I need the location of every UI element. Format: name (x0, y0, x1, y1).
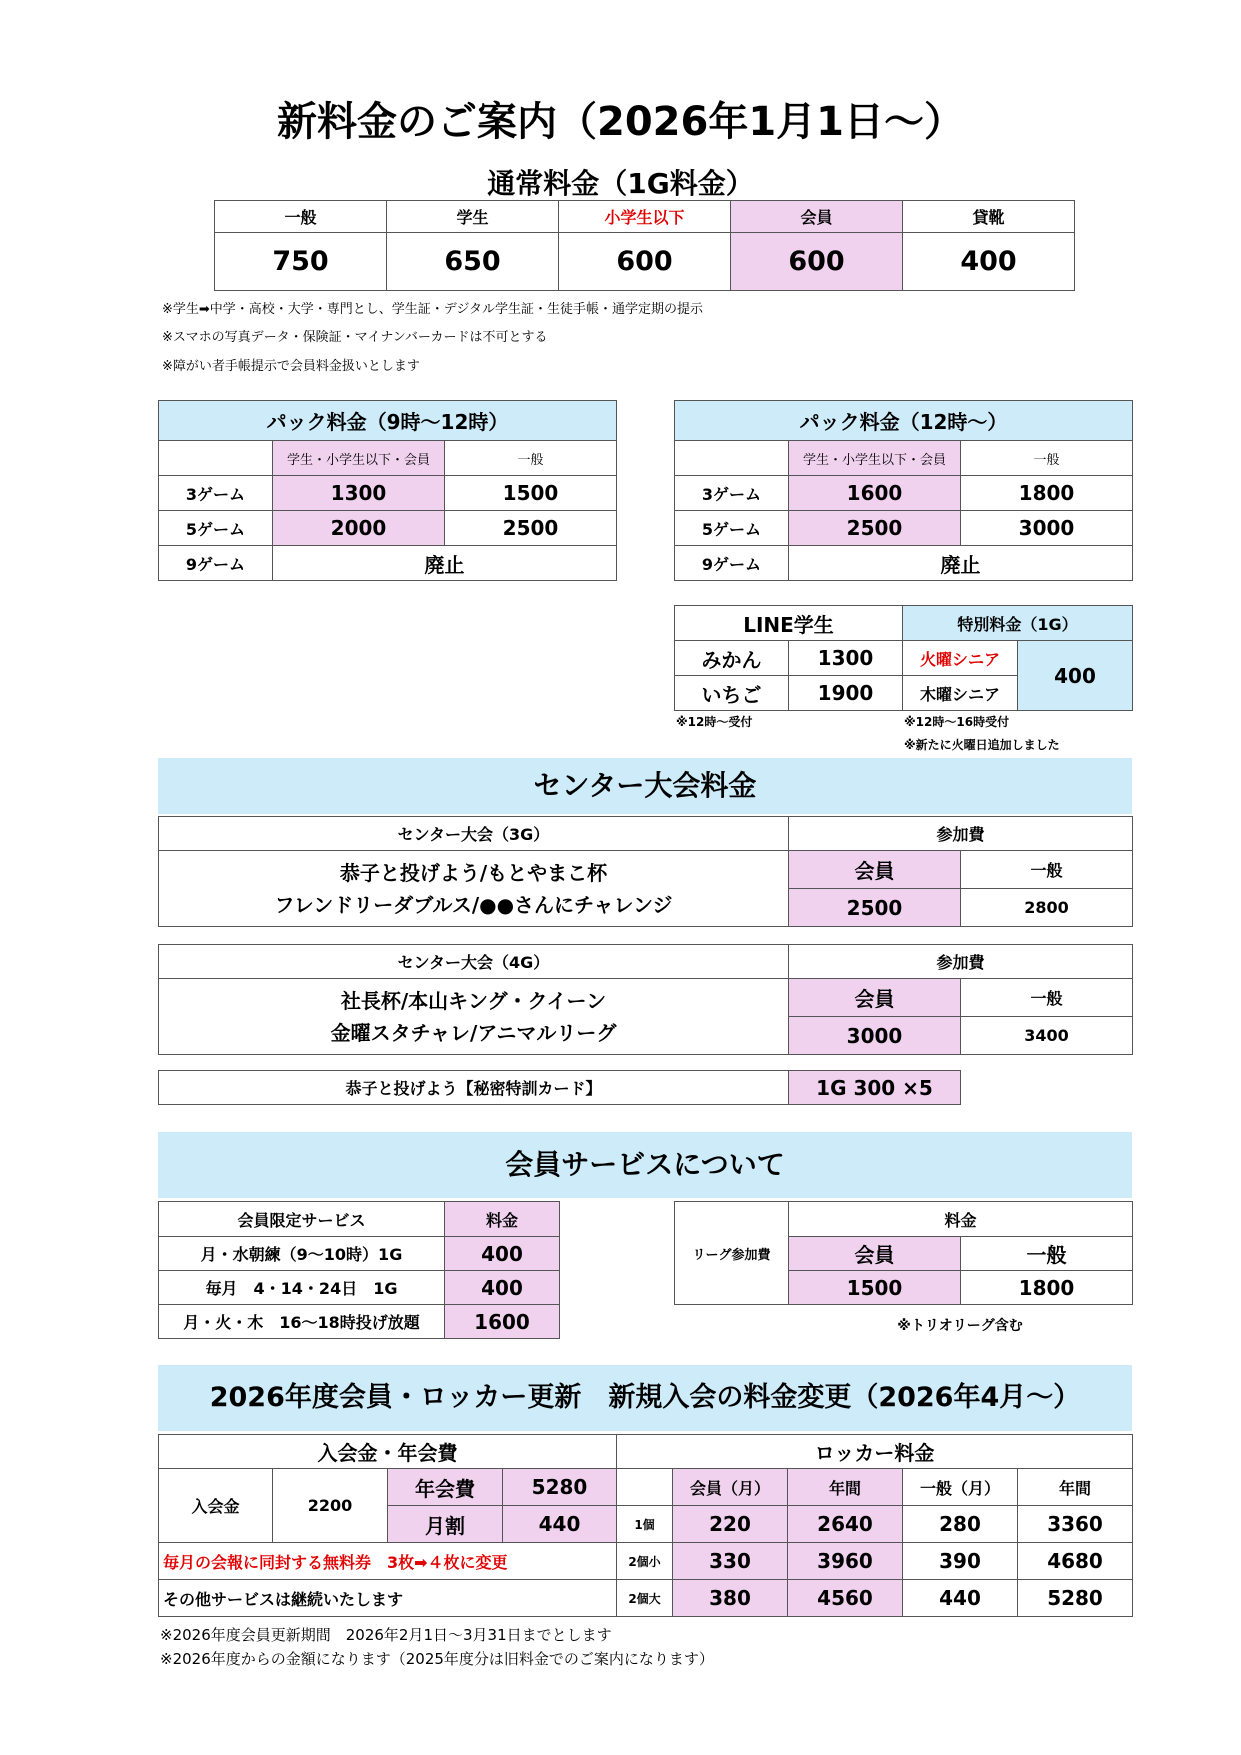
col-general: 一般 (445, 441, 617, 476)
special-note-2: ※新たに火曜日追加しました (904, 738, 1060, 752)
empty-cell (159, 441, 273, 476)
center-title: センター大会料金 (158, 758, 1132, 814)
service-label: 毎月 4・14・24日 1G (159, 1271, 445, 1305)
locker-row-label: 2個大 (617, 1580, 673, 1617)
general-price: 2500 (445, 511, 617, 546)
renewal-period-note: ※2026年度会員更新期間 2026年2月1日～3月31日までとします (160, 1626, 612, 1644)
row-label: 5ゲーム (675, 511, 789, 546)
header-shoes: 貸靴 (903, 201, 1075, 233)
header-general: 一般 (215, 201, 387, 233)
row-label: 9ゲーム (675, 546, 789, 581)
league-fee-table (674, 1201, 1133, 1305)
center-3g-events (159, 851, 789, 927)
locker-col-member-month: 会員（月） (673, 1469, 788, 1506)
annual-label: 年会費 (388, 1469, 503, 1506)
row-label: 9ゲーム (159, 546, 273, 581)
price-general: 750 (215, 233, 387, 291)
member-service-table (158, 1201, 560, 1339)
locker-value: 2640 (788, 1506, 903, 1543)
continue-note: その他サービスは継続いたします (159, 1580, 617, 1617)
center-3g-table (158, 816, 1133, 927)
tuesday-senior: 火曜シニア (903, 641, 1018, 676)
general-price: 3400 (961, 1017, 1133, 1055)
locker-value: 390 (903, 1543, 1018, 1580)
member-price: 2500 (789, 889, 961, 927)
member-price: 2500 (789, 511, 961, 546)
empty-cell (675, 441, 789, 476)
price-shoes: 400 (903, 233, 1075, 291)
league-general-label: 一般 (961, 1237, 1133, 1271)
general-price: 3000 (961, 511, 1133, 546)
note-disability: ※障がい者手帳提示で会員料金扱いとします (162, 359, 420, 374)
league-fee-header: 料金 (789, 1202, 1133, 1237)
pack-noon-title: パック料金（12時～） (675, 401, 1133, 441)
member-service-title: 会員サービスについて (158, 1132, 1132, 1198)
locker-value: 3960 (788, 1543, 903, 1580)
entry-price: 2200 (273, 1469, 388, 1543)
locker-value: 280 (903, 1506, 1018, 1543)
event-line: 金曜スタチャレ/アニマルリーグ (330, 1020, 617, 1045)
renewal-title: 2026年度会員・ロッカー更新 新規入会の料金変更（2026年4月～） (158, 1365, 1132, 1431)
abolished: 廃止 (273, 546, 617, 581)
header-member: 会員 (731, 201, 903, 233)
price-student: 650 (387, 233, 559, 291)
fee-header: 参加費 (789, 817, 1133, 851)
locker-value: 330 (673, 1543, 788, 1580)
locker-col-member-year: 年間 (788, 1469, 903, 1506)
locker-value: 5280 (1018, 1580, 1133, 1617)
line-label: いちご (675, 676, 789, 711)
league-label: リーグ参加費 (675, 1202, 789, 1305)
line-label: みかん (675, 641, 789, 676)
price-elementary: 600 (559, 233, 731, 291)
locker-value: 440 (903, 1580, 1018, 1617)
special-price-title: 特別料金（1G） (903, 606, 1133, 641)
col-member: 学生・小学生以下・会員 (273, 441, 445, 476)
pack-noon-table (674, 400, 1133, 581)
general-price: 1800 (961, 476, 1133, 511)
empty-cell (617, 1469, 673, 1506)
page-title: 新料金のご案内（2026年1月1日～） (277, 99, 964, 145)
locker-row-label: 1個 (617, 1506, 673, 1543)
center-4g-header: センター大会（4G） (159, 945, 789, 979)
locker-value: 220 (673, 1506, 788, 1543)
locker-value: 3360 (1018, 1506, 1133, 1543)
row-label: 3ゲーム (159, 476, 273, 511)
pack-morning-title: パック料金（9時～12時） (159, 401, 617, 441)
header-student: 学生 (387, 201, 559, 233)
abolished: 廃止 (789, 546, 1133, 581)
monthly-label: 月割 (388, 1506, 503, 1543)
entry-header: 入会金・年会費 (159, 1435, 617, 1469)
service-price: 400 (445, 1271, 560, 1305)
row-label: 5ゲーム (159, 511, 273, 546)
center-3g-header: センター大会（3G） (159, 817, 789, 851)
secret-card-label: 恭子と投げよう【秘密特訓カード】 (159, 1071, 789, 1105)
league-member-label: 会員 (789, 1237, 961, 1271)
special-note-1: ※12時～16時受付 (904, 715, 1010, 729)
line-special-table (674, 605, 1133, 711)
event-line: 恭子と投げよう/もとやまこ杯 (339, 860, 608, 885)
league-note: ※トリオリーグ含む (897, 1318, 1023, 1334)
general-label: 一般 (961, 979, 1133, 1017)
member-label: 会員 (789, 851, 961, 889)
general-label: 一般 (961, 851, 1133, 889)
league-general-price: 1800 (961, 1271, 1133, 1305)
fee-header: 料金 (445, 1202, 560, 1237)
event-line: フレンドリーダブルス/●●さんにチャレンジ (274, 892, 673, 917)
row-label: 3ゲーム (675, 476, 789, 511)
header-elementary: 小学生以下 (559, 201, 731, 233)
service-price: 1600 (445, 1305, 560, 1339)
locker-value: 380 (673, 1580, 788, 1617)
league-member-price: 1500 (789, 1271, 961, 1305)
service-label: 月・火・木 16～18時投げ放題 (159, 1305, 445, 1339)
note-smartphone: ※スマホの写真データ・保険証・マイナンバーカードは不可とする (162, 330, 548, 345)
member-price: 1600 (789, 476, 961, 511)
secret-card-price: 1G 300 ×5 (789, 1071, 961, 1105)
monthly-price: 440 (503, 1506, 617, 1543)
price-member: 600 (731, 233, 903, 291)
service-price: 400 (445, 1237, 560, 1271)
line-price: 1900 (789, 676, 903, 711)
line-student-title: LINE学生 (675, 606, 903, 641)
entry-fee-table (158, 1434, 617, 1617)
service-label: 月・水朝練（9～10時）1G (159, 1237, 445, 1271)
service-header: 会員限定サービス (159, 1202, 445, 1237)
entry-label: 入会金 (159, 1469, 273, 1543)
locker-header: ロッカー料金 (617, 1435, 1133, 1469)
note-student: ※学生➡中学・高校・大学・専門とし、学生証・デジタル学生証・生徒手帳・通学定期の提示 (162, 302, 704, 317)
general-price: 1500 (445, 476, 617, 511)
event-line: 社長杯/本山キング・クイーン (340, 988, 607, 1013)
member-price: 1300 (273, 476, 445, 511)
member-price: 3000 (789, 1017, 961, 1055)
locker-value: 4560 (788, 1580, 903, 1617)
pack-morning-table (158, 400, 617, 581)
col-general: 一般 (961, 441, 1133, 476)
regular-price-title: 通常料金（1G料金） (487, 167, 754, 200)
fee-header: 参加費 (789, 945, 1133, 979)
price-change-note: ※2026年度からの金額になります（2025年度分は旧料金でのご案内になります） (160, 1650, 714, 1668)
annual-price: 5280 (503, 1469, 617, 1506)
locker-col-general-month: 一般（月） (903, 1469, 1018, 1506)
locker-row-label: 2個小 (617, 1543, 673, 1580)
line-price: 1300 (789, 641, 903, 676)
line-note: ※12時～受付 (676, 715, 753, 729)
locker-value: 4680 (1018, 1543, 1133, 1580)
col-member: 学生・小学生以下・会員 (789, 441, 961, 476)
member-price: 2000 (273, 511, 445, 546)
thursday-senior: 木曜シニア (903, 676, 1018, 711)
senior-price: 400 (1018, 641, 1133, 711)
center-4g-events (159, 979, 789, 1055)
center-4g-table (158, 944, 1133, 1055)
general-price: 2800 (961, 889, 1133, 927)
secret-card-table (158, 1070, 961, 1105)
locker-col-general-year: 年間 (1018, 1469, 1133, 1506)
member-label: 会員 (789, 979, 961, 1017)
free-ticket-note: 毎月の会報に同封する無料券 3枚➡４枚に変更 (159, 1543, 617, 1580)
locker-fee-table (616, 1434, 1133, 1617)
regular-price-table (214, 200, 1075, 291)
